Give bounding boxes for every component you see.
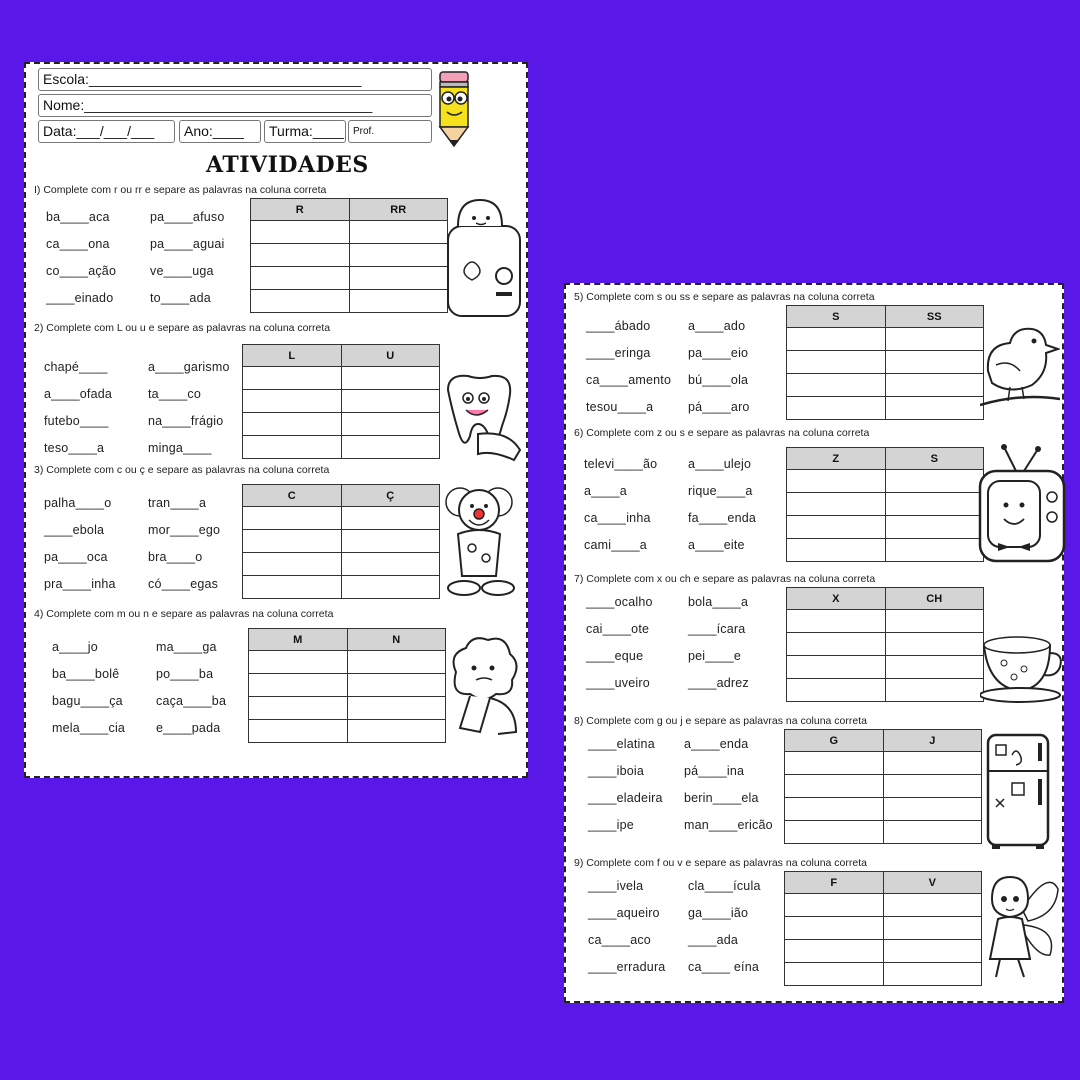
fill-in-word: ____erradura — [588, 960, 666, 974]
fill-in-word: ____ocalho — [586, 595, 653, 609]
answer-cell[interactable] — [347, 720, 446, 743]
table-row — [249, 720, 446, 743]
table-column-header: S — [885, 448, 984, 470]
answer-cell[interactable] — [885, 679, 984, 702]
answer-cell[interactable] — [885, 351, 984, 374]
table-column-header: X — [787, 588, 886, 610]
fill-in-word: ma____ga — [156, 640, 217, 654]
table-column-header: F — [785, 872, 884, 894]
answer-cell[interactable] — [243, 530, 342, 553]
answer-cell[interactable] — [249, 651, 348, 674]
table-row — [785, 917, 982, 940]
fill-in-word: mela____cia — [52, 721, 126, 735]
table-row — [785, 940, 982, 963]
answer-cell[interactable] — [243, 390, 342, 413]
clown-icon — [436, 480, 522, 600]
answer-cell[interactable] — [885, 328, 984, 351]
fill-in-word: futebo____ — [44, 414, 109, 428]
fill-in-word: ____iboia — [588, 764, 645, 778]
answer-cell[interactable] — [251, 221, 350, 244]
exercise-instruction: 2) Complete com L ou u e separe as palavras na coluna correta — [34, 322, 331, 334]
fill-in-word: na____frágio — [148, 414, 224, 428]
answer-cell[interactable] — [341, 436, 440, 459]
answer-cell[interactable] — [341, 530, 440, 553]
sorting-table — [248, 628, 446, 743]
answer-cell[interactable] — [349, 290, 448, 313]
table-row — [243, 367, 440, 390]
table-row — [787, 374, 984, 397]
answer-cell[interactable] — [787, 493, 886, 516]
answer-cell[interactable] — [243, 413, 342, 436]
fill-in-word: televi____ão — [584, 457, 658, 471]
fill-in-word: tran____a — [148, 496, 207, 510]
fill-in-word: ____eladeira — [588, 791, 663, 805]
exercise-instruction: 8) Complete com g ou j e separe as palavras na coluna correta — [574, 715, 867, 727]
fill-in-word: minga____ — [148, 441, 212, 455]
prof-field: Prof. — [348, 120, 432, 143]
fill-in-word: man____ericão — [684, 818, 773, 832]
table-row — [787, 328, 984, 351]
fill-in-word: ____eque — [586, 649, 644, 663]
sorting-table — [784, 729, 982, 844]
answer-cell[interactable] — [341, 507, 440, 530]
answer-cell[interactable] — [785, 940, 884, 963]
fill-in-word: ____ícara — [688, 622, 746, 636]
answer-cell[interactable] — [243, 576, 342, 599]
fill-in-word: a____jo — [52, 640, 98, 654]
answer-cell[interactable] — [885, 493, 984, 516]
fill-in-word: bola____a — [688, 595, 749, 609]
table-row — [251, 290, 448, 313]
answer-cell[interactable] — [883, 752, 982, 775]
pencil-mascot-icon — [432, 70, 476, 148]
answer-cell[interactable] — [787, 328, 886, 351]
fill-in-word: ba____aca — [46, 210, 110, 224]
sorting-table — [786, 305, 984, 420]
answer-cell[interactable] — [883, 894, 982, 917]
table-row — [787, 679, 984, 702]
turma-field: Turma:____ — [264, 120, 346, 143]
answer-cell[interactable] — [885, 374, 984, 397]
fill-in-word: fa____enda — [688, 511, 757, 525]
fill-in-word: ca____aco — [588, 933, 651, 947]
answer-cell[interactable] — [349, 244, 448, 267]
fairy-icon — [978, 869, 1062, 981]
table-row — [785, 775, 982, 798]
exercise-instruction: 6) Complete com z ou s e separe as palavras na coluna correta — [574, 427, 870, 439]
fill-in-word: cai____ote — [586, 622, 650, 636]
table-row — [249, 674, 446, 697]
answer-cell[interactable] — [787, 374, 886, 397]
sorting-table — [250, 198, 448, 313]
answer-cell[interactable] — [349, 221, 448, 244]
answer-cell[interactable] — [883, 798, 982, 821]
answer-cell[interactable] — [885, 397, 984, 420]
table-row — [249, 651, 446, 674]
answer-cell[interactable] — [787, 351, 886, 374]
table-column-header: N — [347, 629, 446, 651]
table-row — [785, 963, 982, 986]
bird-icon — [980, 321, 1060, 413]
fill-in-word: ____ebola — [44, 523, 105, 537]
fill-in-word: ca____ eína — [688, 960, 760, 974]
table-column-header: SS — [885, 306, 984, 328]
fill-in-word: rique____a — [688, 484, 753, 498]
answer-cell[interactable] — [243, 553, 342, 576]
answer-cell[interactable] — [341, 367, 440, 390]
fill-in-word: pra____inha — [44, 577, 116, 591]
fill-in-word: a____ulejo — [688, 457, 752, 471]
worksheet-page-1 — [24, 62, 528, 778]
fill-in-word: ____aqueiro — [588, 906, 660, 920]
table-row — [787, 397, 984, 420]
answer-cell[interactable] — [883, 821, 982, 844]
table-column-header: L — [243, 345, 342, 367]
answer-cell[interactable] — [251, 267, 350, 290]
table-row — [787, 656, 984, 679]
fill-in-word: a____eite — [688, 538, 745, 552]
table-row — [787, 470, 984, 493]
answer-cell[interactable] — [787, 679, 886, 702]
answer-cell[interactable] — [347, 674, 446, 697]
fill-in-word: ____ábado — [586, 319, 651, 333]
sorting-table — [242, 484, 440, 599]
fill-in-word: chapé____ — [44, 360, 108, 374]
fill-in-word: ____ada — [688, 933, 739, 947]
answer-cell[interactable] — [243, 367, 342, 390]
fill-in-word: ve____uga — [150, 264, 214, 278]
answer-cell[interactable] — [349, 267, 448, 290]
exercise-instruction: 5) Complete com s ou ss e separe as palavras na coluna correta — [574, 291, 875, 303]
table-row — [787, 351, 984, 374]
fill-in-word: to____ada — [150, 291, 211, 305]
table-row — [787, 610, 984, 633]
worksheet-page-2 — [564, 283, 1064, 1003]
fill-in-word: ____uveiro — [586, 676, 650, 690]
refrigerator-icon — [984, 733, 1052, 851]
table-row — [243, 576, 440, 599]
answer-cell[interactable] — [347, 697, 446, 720]
table-column-header: S — [787, 306, 886, 328]
answer-cell[interactable] — [341, 390, 440, 413]
table-row — [243, 390, 440, 413]
fill-in-word: e____pada — [156, 721, 221, 735]
answer-cell[interactable] — [243, 507, 342, 530]
table-row — [243, 413, 440, 436]
fill-in-word: ta____co — [148, 387, 202, 401]
table-column-header: RR — [349, 199, 448, 221]
fill-in-word: pá____aro — [688, 400, 750, 414]
fill-in-word: a____ado — [688, 319, 746, 333]
fill-in-word: tesou____a — [586, 400, 654, 414]
table-column-header: CH — [885, 588, 984, 610]
fill-in-word: bra____o — [148, 550, 203, 564]
fill-in-word: pa____eio — [688, 346, 749, 360]
answer-cell[interactable] — [883, 775, 982, 798]
answer-cell[interactable] — [347, 651, 446, 674]
answer-cell[interactable] — [787, 610, 886, 633]
answer-cell[interactable] — [785, 821, 884, 844]
fill-in-word: ga____ião — [688, 906, 749, 920]
sorting-table — [786, 587, 984, 702]
fill-in-word: a____garismo — [148, 360, 230, 374]
table-row — [243, 436, 440, 459]
exercise-instruction: 4) Complete com m ou n e separe as palavras na coluna correta — [34, 608, 334, 620]
answer-cell[interactable] — [885, 656, 984, 679]
exercise-instruction: I) Complete com r ou rr e separe as palavras na coluna correta — [34, 184, 327, 196]
sorting-table — [786, 447, 984, 562]
table-column-header: M — [249, 629, 348, 651]
answer-cell[interactable] — [787, 470, 886, 493]
table-column-header: J — [883, 730, 982, 752]
fill-in-word: pá____ina — [684, 764, 745, 778]
answer-cell[interactable] — [885, 633, 984, 656]
answer-cell[interactable] — [883, 963, 982, 986]
table-column-header: G — [785, 730, 884, 752]
smiling-tooth-icon — [438, 370, 522, 462]
answer-cell[interactable] — [249, 720, 348, 743]
fill-in-word: ____eringa — [586, 346, 651, 360]
toaster-icon — [444, 196, 524, 320]
answer-cell[interactable] — [785, 963, 884, 986]
fill-in-word: pei____e — [688, 649, 742, 663]
answer-cell[interactable] — [785, 917, 884, 940]
answer-cell[interactable] — [251, 244, 350, 267]
table-column-header: C — [243, 485, 342, 507]
nome-field: Nome:_____________________________________ — [38, 94, 432, 117]
exercise-instruction: 7) Complete com x ou ch e separe as palavras na coluna correta — [574, 573, 876, 585]
table-row — [787, 633, 984, 656]
table-column-header: Z — [787, 448, 886, 470]
answer-cell[interactable] — [787, 516, 886, 539]
fill-in-word: ____elatina — [588, 737, 655, 751]
fill-in-word: mor____ego — [148, 523, 221, 537]
table-row — [785, 894, 982, 917]
worksheet-title: ATIVIDADES — [206, 152, 369, 178]
answer-cell[interactable] — [341, 576, 440, 599]
answer-cell[interactable] — [885, 610, 984, 633]
table-row — [787, 516, 984, 539]
table-column-header: R — [251, 199, 350, 221]
escola-field: Escola:___________________________________ — [38, 68, 432, 91]
fill-in-word: ____ivela — [588, 879, 644, 893]
fill-in-word: pa____aguai — [150, 237, 225, 251]
table-row — [785, 752, 982, 775]
fill-in-word: co____ação — [46, 264, 117, 278]
fill-in-word: ____adrez — [688, 676, 749, 690]
answer-cell[interactable] — [785, 798, 884, 821]
answer-cell[interactable] — [249, 697, 348, 720]
fill-in-word: có____egas — [148, 577, 219, 591]
table-column-header: Ç — [341, 485, 440, 507]
table-row — [787, 539, 984, 562]
answer-cell[interactable] — [341, 553, 440, 576]
fill-in-word: ____ipe — [588, 818, 634, 832]
fill-in-word: po____ba — [156, 667, 214, 681]
answer-cell[interactable] — [785, 894, 884, 917]
answer-cell[interactable] — [785, 752, 884, 775]
data-field: Data:___/___/___ — [38, 120, 175, 143]
answer-cell[interactable] — [787, 656, 886, 679]
fill-in-word: berin____ela — [684, 791, 759, 805]
table-row — [249, 697, 446, 720]
table-row — [243, 530, 440, 553]
answer-cell[interactable] — [885, 539, 984, 562]
fill-in-word: bagu____ça — [52, 694, 123, 708]
fill-in-word: ca____inha — [584, 511, 651, 525]
fill-in-word: pa____afuso — [150, 210, 225, 224]
fill-in-word: ca____ona — [46, 237, 110, 251]
table-row — [785, 821, 982, 844]
ano-field: Ano:____ — [179, 120, 261, 143]
answer-cell[interactable] — [787, 633, 886, 656]
answer-cell[interactable] — [243, 436, 342, 459]
answer-cell[interactable] — [787, 539, 886, 562]
table-column-header: U — [341, 345, 440, 367]
answer-cell[interactable] — [883, 940, 982, 963]
fill-in-word: a____enda — [684, 737, 749, 751]
table-row — [251, 267, 448, 290]
table-row — [243, 507, 440, 530]
fill-in-word: ca____amento — [586, 373, 672, 387]
fill-in-word: ba____bolê — [52, 667, 120, 681]
answer-cell[interactable] — [885, 470, 984, 493]
answer-cell[interactable] — [251, 290, 350, 313]
teacup-icon — [980, 621, 1064, 705]
fill-in-word: ____einado — [46, 291, 114, 305]
exercise-instruction: 9) Complete com f ou v e separe as palavras na coluna correta — [574, 857, 867, 869]
answer-cell[interactable] — [885, 516, 984, 539]
table-column-header: V — [883, 872, 982, 894]
happy-cloud-icon — [440, 632, 524, 742]
answer-cell[interactable] — [249, 674, 348, 697]
table-row — [251, 221, 448, 244]
table-row — [785, 798, 982, 821]
table-row — [251, 244, 448, 267]
answer-cell[interactable] — [785, 775, 884, 798]
exercise-instruction: 3) Complete com c ou ç e separe as palavras na coluna correta — [34, 464, 330, 476]
answer-cell[interactable] — [787, 397, 886, 420]
television-icon — [976, 443, 1066, 567]
table-row — [243, 553, 440, 576]
answer-cell[interactable] — [883, 917, 982, 940]
fill-in-word: cami____a — [584, 538, 647, 552]
fill-in-word: pa____oca — [44, 550, 108, 564]
fill-in-word: a____ofada — [44, 387, 113, 401]
fill-in-word: caça____ba — [156, 694, 227, 708]
answer-cell[interactable] — [341, 413, 440, 436]
fill-in-word: cla____ícula — [688, 879, 761, 893]
fill-in-word: a____a — [584, 484, 627, 498]
sorting-table — [242, 344, 440, 459]
fill-in-word: bú____ola — [688, 373, 749, 387]
sorting-table — [784, 871, 982, 986]
fill-in-word: teso____a — [44, 441, 105, 455]
table-row — [787, 493, 984, 516]
fill-in-word: palha____o — [44, 496, 112, 510]
